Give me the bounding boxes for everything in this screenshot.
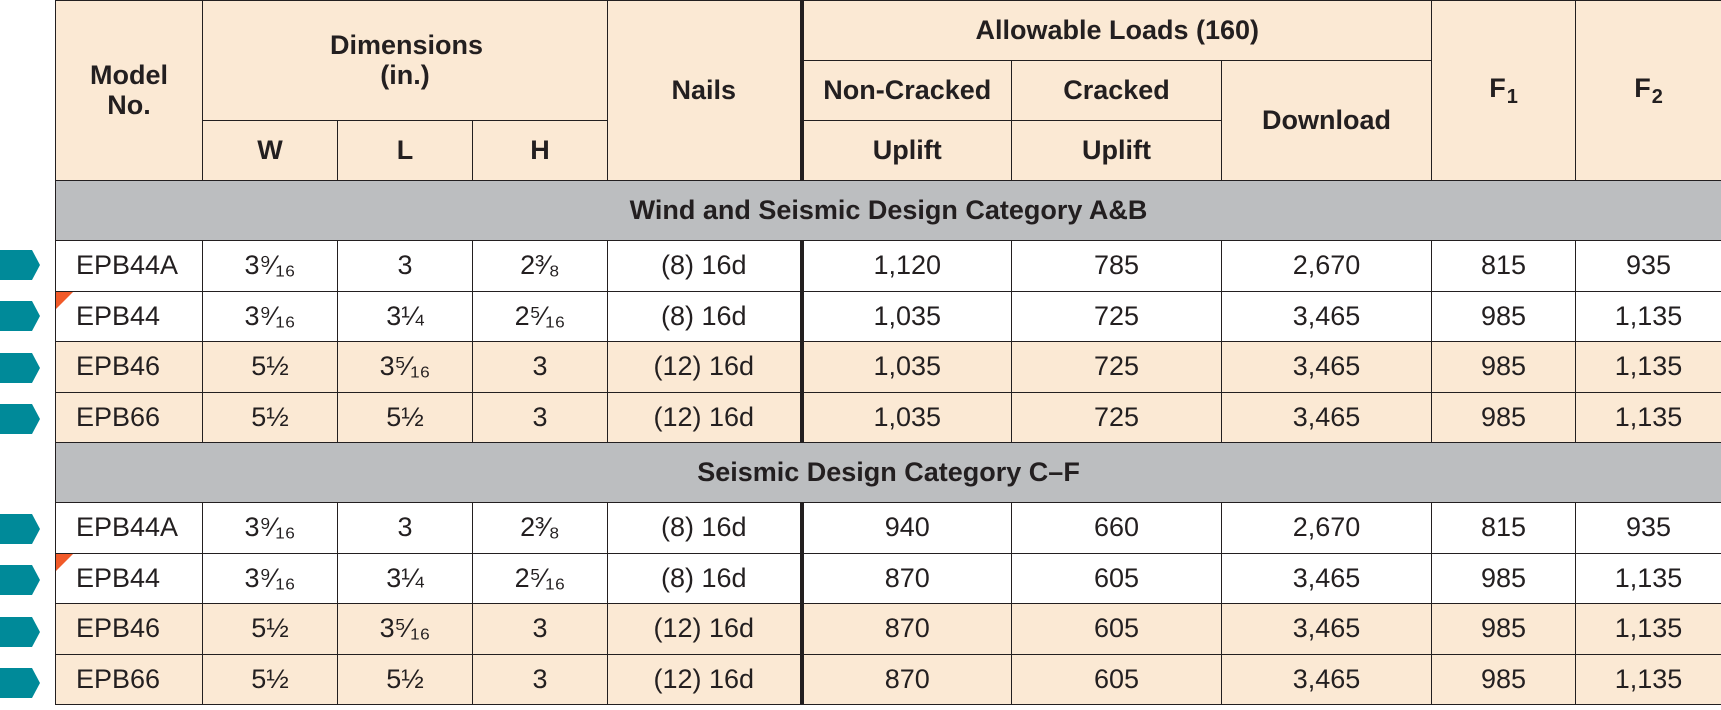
w-cell: 5½ [203, 342, 338, 393]
noncracked-cell: 1,035 [802, 291, 1012, 342]
header-w: W [203, 121, 338, 181]
model-cell: EPB44A [56, 503, 203, 554]
h-cell: 2⁵⁄₁₆ [473, 291, 608, 342]
download-cell: 3,465 [1222, 654, 1432, 705]
download-cell: 3,465 [1222, 342, 1432, 393]
header-f1-subscript: 1 [1506, 85, 1518, 108]
section-title: Seismic Design Category C–F [56, 443, 1721, 503]
table-row [56, 503, 1721, 554]
nails-cell: (12) 16d [608, 342, 802, 393]
model-label: EPB44 [76, 562, 161, 593]
table-row [56, 654, 1721, 705]
nails-cell: (8) 16d [608, 291, 802, 342]
l-cell: 3 [338, 503, 473, 554]
nails-cell: (12) 16d [608, 392, 802, 443]
teal-arrow-tab-icon [0, 668, 40, 698]
noncracked-cell: 1,035 [802, 392, 1012, 443]
w-cell: 5½ [203, 392, 338, 443]
download-cell: 3,465 [1222, 604, 1432, 655]
w-cell: 3⁹⁄₁₆ [203, 241, 338, 292]
model-cell: EPB66 [56, 392, 203, 443]
noncracked-cell: 870 [802, 604, 1012, 655]
table-row [56, 392, 1721, 443]
download-cell: 3,465 [1222, 392, 1432, 443]
f1-cell: 985 [1432, 392, 1576, 443]
l-cell: 5½ [338, 392, 473, 443]
header-f2-label: F [1634, 72, 1651, 103]
noncracked-cell: 940 [802, 503, 1012, 554]
h-cell: 2⁵⁄₁₆ [473, 553, 608, 604]
w-cell: 5½ [203, 654, 338, 705]
model-label: EPB44 [76, 300, 161, 331]
nails-cell: (12) 16d [608, 604, 802, 655]
l-cell: 3¼ [338, 553, 473, 604]
f1-cell: 985 [1432, 604, 1576, 655]
f2-cell: 935 [1576, 503, 1721, 554]
model-cell [56, 553, 203, 604]
h-cell: 3 [473, 604, 608, 655]
teal-arrow-tab-icon [0, 353, 40, 383]
cracked-cell: 605 [1012, 654, 1222, 705]
cracked-cell: 605 [1012, 604, 1222, 655]
model-cell [56, 291, 203, 342]
cracked-cell: 725 [1012, 342, 1222, 393]
noncracked-cell: 870 [802, 553, 1012, 604]
table-row [56, 553, 1721, 604]
header-l: L [338, 121, 473, 181]
download-cell: 3,465 [1222, 553, 1432, 604]
model-cell: EPB46 [56, 604, 203, 655]
table-row [56, 342, 1721, 393]
header-f2 [1576, 1, 1721, 181]
header-dimensions-label: Dimensions (in.) [330, 29, 484, 90]
model-cell: EPB46 [56, 342, 203, 393]
load-table-container [55, 0, 1721, 705]
nails-cell: (8) 16d [608, 503, 802, 554]
teal-arrow-tab-icon [0, 617, 40, 647]
f1-cell: 815 [1432, 503, 1576, 554]
nails-cell: (12) 16d [608, 654, 802, 705]
nails-cell: (8) 16d [608, 553, 802, 604]
cracked-cell: 725 [1012, 392, 1222, 443]
header-h: H [473, 121, 608, 181]
header-uplift-noncracked: Uplift [802, 121, 1012, 181]
header-model [56, 1, 203, 181]
cracked-cell: 785 [1012, 241, 1222, 292]
section-title: Wind and Seismic Design Category A&B [56, 181, 1721, 241]
header-allowable-loads: Allowable Loads (160) [802, 1, 1432, 61]
download-cell: 2,670 [1222, 241, 1432, 292]
noncracked-cell: 870 [802, 654, 1012, 705]
cracked-cell: 605 [1012, 553, 1222, 604]
download-cell: 3,465 [1222, 291, 1432, 342]
noncracked-cell: 1,120 [802, 241, 1012, 292]
f2-cell: 1,135 [1576, 291, 1721, 342]
w-cell: 3⁹⁄₁₆ [203, 503, 338, 554]
orange-corner-flag-icon [56, 554, 73, 571]
table-row [56, 604, 1721, 655]
nails-cell: (8) 16d [608, 241, 802, 292]
f1-cell: 985 [1432, 291, 1576, 342]
header-uplift-cracked: Uplift [1012, 121, 1222, 181]
header-f1-label: F [1489, 72, 1506, 103]
header-download: Download [1222, 61, 1432, 181]
teal-arrow-tab-icon [0, 301, 40, 331]
header-f1 [1432, 1, 1576, 181]
model-cell: EPB66 [56, 654, 203, 705]
teal-arrow-tab-icon [0, 565, 40, 595]
table-row [56, 241, 1721, 292]
l-cell: 3⁵⁄₁₆ [338, 342, 473, 393]
noncracked-cell: 1,035 [802, 342, 1012, 393]
f2-cell: 1,135 [1576, 604, 1721, 655]
load-table [55, 0, 1721, 705]
row-markers [0, 0, 55, 710]
f2-cell: 1,135 [1576, 654, 1721, 705]
teal-arrow-tab-icon [0, 404, 40, 434]
header-model-label: Model No. [90, 59, 168, 120]
f2-cell: 1,135 [1576, 553, 1721, 604]
header-dimensions [203, 1, 608, 121]
f1-cell: 985 [1432, 553, 1576, 604]
w-cell: 3⁹⁄₁₆ [203, 291, 338, 342]
l-cell: 3 [338, 241, 473, 292]
model-cell: EPB44A [56, 241, 203, 292]
f2-cell: 1,135 [1576, 342, 1721, 393]
cracked-cell: 660 [1012, 503, 1222, 554]
h-cell: 2³⁄₈ [473, 241, 608, 292]
h-cell: 3 [473, 654, 608, 705]
f2-cell: 935 [1576, 241, 1721, 292]
orange-corner-flag-icon [56, 292, 73, 309]
header-cracked: Cracked [1012, 61, 1222, 121]
header-nails: Nails [608, 1, 802, 181]
f2-cell: 1,135 [1576, 392, 1721, 443]
l-cell: 3¼ [338, 291, 473, 342]
h-cell: 2³⁄₈ [473, 503, 608, 554]
table-row [56, 291, 1721, 342]
w-cell: 3⁹⁄₁₆ [203, 553, 338, 604]
f1-cell: 815 [1432, 241, 1576, 292]
f1-cell: 985 [1432, 342, 1576, 393]
f1-cell: 985 [1432, 654, 1576, 705]
w-cell: 5½ [203, 604, 338, 655]
teal-arrow-tab-icon [0, 250, 40, 280]
download-cell: 2,670 [1222, 503, 1432, 554]
cracked-cell: 725 [1012, 291, 1222, 342]
teal-arrow-tab-icon [0, 514, 40, 544]
h-cell: 3 [473, 342, 608, 393]
header-non-cracked: Non-Cracked [802, 61, 1012, 121]
l-cell: 5½ [338, 654, 473, 705]
header-f2-subscript: 2 [1651, 85, 1663, 108]
h-cell: 3 [473, 392, 608, 443]
l-cell: 3⁵⁄₁₆ [338, 604, 473, 655]
